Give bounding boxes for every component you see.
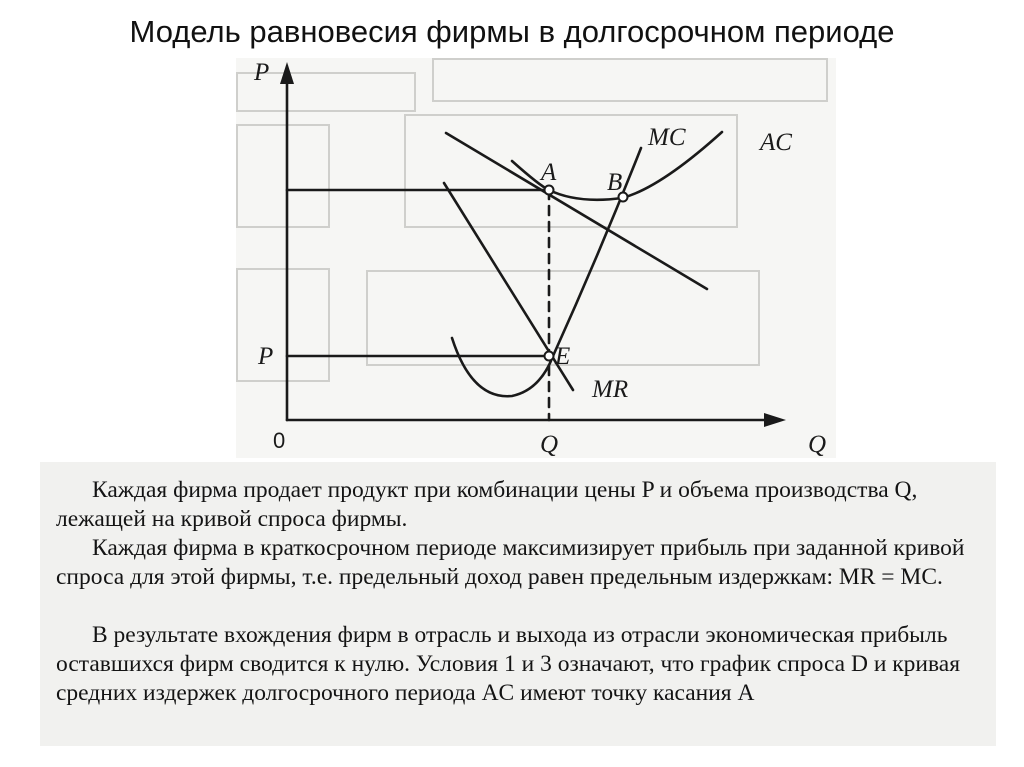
paragraph-1-text: Каждая фирма продает продукт при комбинации цены P и объема производства Q, лежащей на кривой спроса фирмы. [56, 477, 918, 532]
price-label: P [258, 343, 274, 370]
paragraph-2 [56, 534, 986, 592]
y-axis-arrow [280, 62, 294, 84]
mc-label: MC [648, 124, 686, 151]
demand-curve [446, 133, 707, 289]
axis-y-label: P [254, 59, 270, 86]
mr-curve [444, 183, 573, 390]
paragraph-3 [56, 621, 986, 708]
point-e [545, 352, 554, 361]
quantity-label: Q [540, 431, 559, 458]
paragraph-1 [56, 476, 986, 534]
point-a-label: A [541, 159, 557, 186]
axis-x-label: Q [808, 431, 827, 458]
point-b-label: B [607, 169, 623, 196]
point-a [545, 186, 554, 195]
paragraph-2-text: Каждая фирма в краткосрочном периоде максимизирует прибыль при заданной кривой спроса для этой фирмы, т.е. предельный доход равен предельным издержкам: MR = MC. [56, 535, 965, 590]
origin-label: 0 [273, 428, 286, 453]
x-axis-arrow [764, 413, 786, 427]
paragraph-3-text: В результате вхождения фирм в отрасль и выхода из отрасли экономическая прибыль оставшихся фирм сводится к нулю. Условия 1 и 3 означают, что график спроса D и кривая средних издержек долгосрочного периода AC имеют точку касания A [56, 622, 961, 706]
point-e-label: E [555, 343, 571, 370]
slide-title: Модель равновесия фирмы в долгосрочном периоде [129, 14, 895, 49]
ac-label: AC [760, 129, 792, 156]
mr-label: MR [592, 376, 629, 403]
